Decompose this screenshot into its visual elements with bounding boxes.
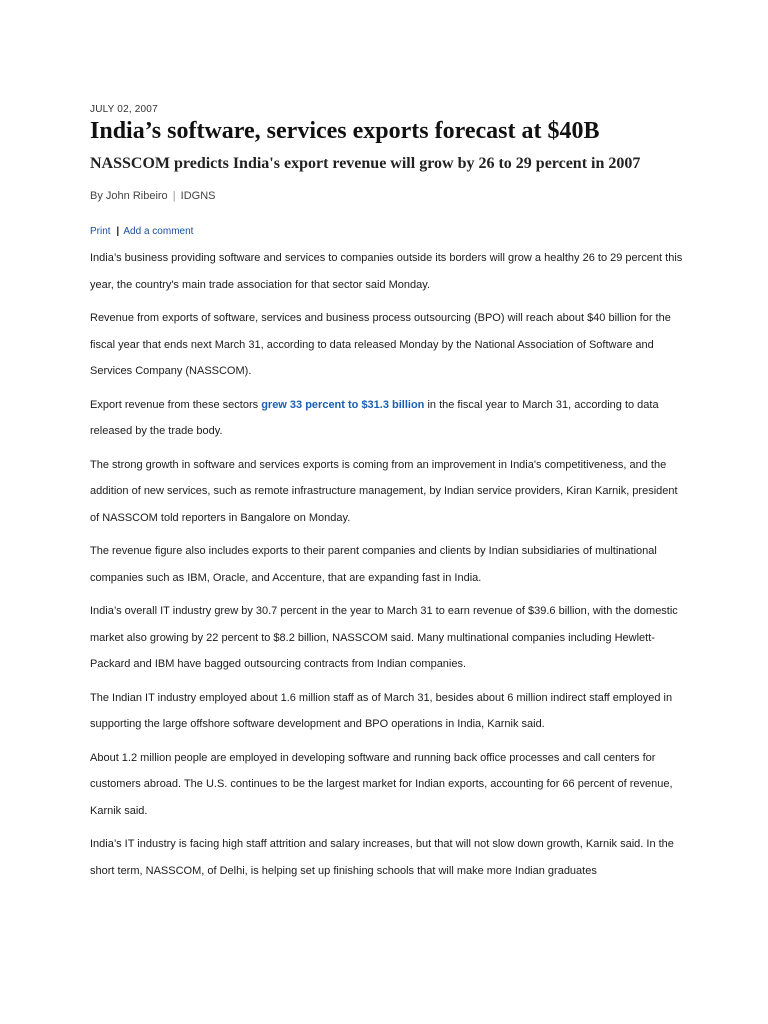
- article-headline: India’s software, services exports forecast at $40B: [90, 118, 600, 144]
- paragraph-6: India’s overall IT industry grew by 30.7 percent in the year to March 31 to earn revenue of $39.6 billion, with the domestic market also growing by 22 percent to $8.2 billion, NASSCOM said. Many multinational companies including Hewlett-Packard and IBM have bagged outsourcing contracts from Indian companies.: [90, 605, 678, 670]
- paragraph-2: Revenue from exports of software, services and business process outsourcing (BPO) will reach about $40 billion for the fiscal year that ends next March 31, according to data released Monday by the National Association of Software and Services Company (NASSCOM).: [90, 312, 671, 377]
- paragraph-3: [90, 392, 685, 445]
- byline-source: IDGNS: [180, 190, 216, 202]
- paragraph-9: India’s IT industry is facing high staff attrition and salary increases, but that will not slow down growth, Karnik said. In the short term, NASSCOM, of Delhi, is helping set up finishing schools that will make more Indian graduates: [90, 838, 674, 877]
- byline-prefix: By: [90, 190, 103, 202]
- paragraph-3-before: Export revenue from these sectors: [90, 398, 262, 411]
- article-body: [90, 245, 683, 884]
- add-comment-link[interactable]: Add a comment: [123, 226, 194, 237]
- revenue-growth-link[interactable]: grew 33 percent to $31.3 billion: [261, 398, 425, 411]
- paragraph-7: The Indian IT industry employed about 1.6 million staff as of March 31, besides about 6 million indirect staff employed in supporting the large offshore software development and BPO operations in India, Karnik said.: [90, 691, 673, 730]
- tools-separator: |: [116, 226, 120, 237]
- article-subhead: NASSCOM predicts India's export revenue will grow by 26 to 29 percent in 2007: [90, 155, 641, 172]
- paragraph-3-after: in the fiscal year to March 31, according to data released by the trade body.: [90, 398, 659, 437]
- paragraph-5: The revenue figure also includes exports to their parent companies and clients by Indian subsidiaries of multinational companies such as IBM, Oracle, and Accenture, that are expanding fast in India.: [90, 545, 657, 584]
- article-tools: [90, 225, 680, 239]
- paragraph-1: India’s business providing software and services to companies outside its borders will grow a healthy 26 to 29 percent this year, the country's main trade association for that sector said Monday.: [90, 252, 683, 291]
- article: [90, 104, 683, 884]
- byline-separator: |: [172, 190, 176, 202]
- paragraph-8: About 1.2 million people are employed in developing software and running back office processes and call centers for customers abroad. The U.S. continues to be the largest market for Indian exports, accounting for 66 percent of revenue, Karnik said.: [90, 751, 673, 817]
- byline: [90, 189, 680, 203]
- article-date: JULY 02, 2007: [90, 104, 158, 115]
- byline-author: John Ribeiro: [105, 190, 168, 202]
- print-link[interactable]: Print: [90, 226, 111, 237]
- paragraph-4: The strong growth in software and services exports is coming from an improvement in India's competitiveness, and the addition of new services, such as remote infrastructure management, by Indian service providers, Kiran Karnik, president of NASSCOM told reporters in Bangalore on Monday.: [90, 458, 678, 524]
